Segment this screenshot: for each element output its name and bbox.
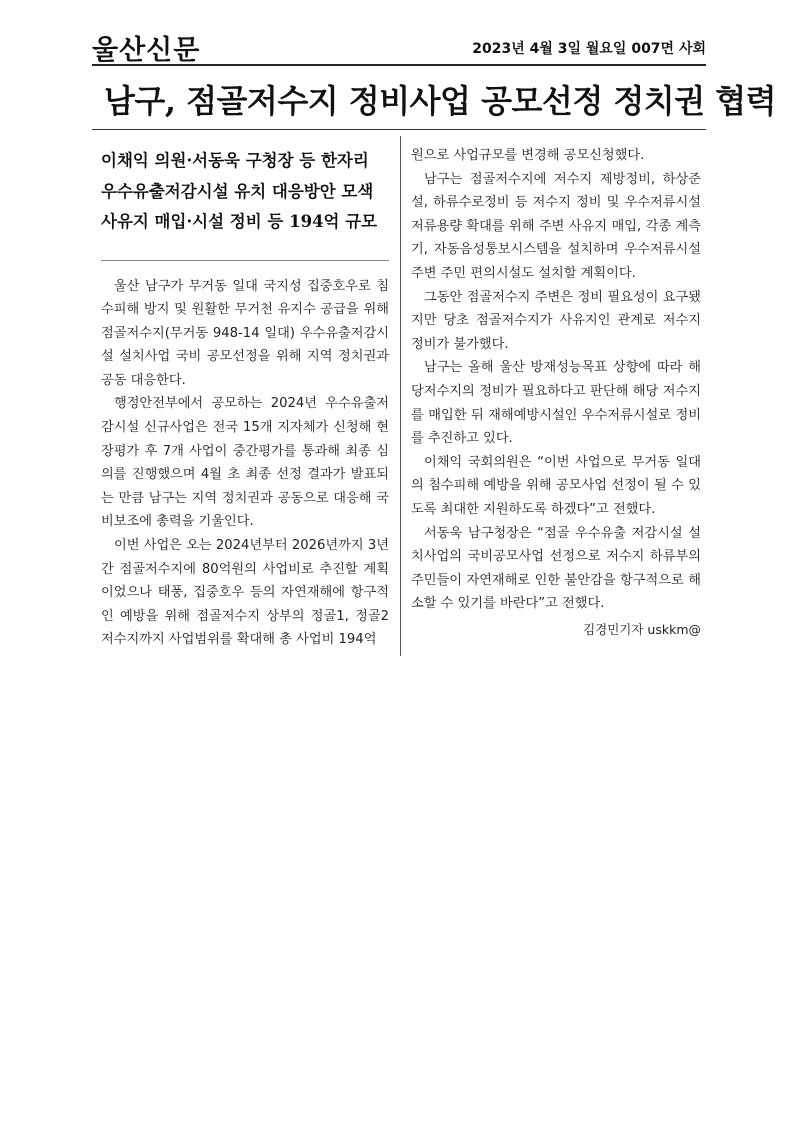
- column-divider: [400, 136, 401, 656]
- newspaper-name: 울산신문: [92, 35, 201, 66]
- body-paragraph: 그동안 점골저수지 주변은 정비 필요성이 요구됐지만 당초 점골저수지가 사유지인 관계로 저수지 정비가 불가했다.: [411, 289, 701, 352]
- headline: 남구, 점골저수지 정비사업 공모선정 정치권 협력: [104, 82, 777, 120]
- body-paragraph: 행정안전부에서 공모하는 2024년 우수유출저감시설 신규사업은 전국 15개 지자체가 신청해 현장평가 후 7개 사업이 중간평가를 통과해 최종 심의를 진행했으며 4월 초 최종 선정 결과가 발표되는 만큼 남구는 지역 정치권과 공동으로 대응해 국비보조에 총력을 기울인다.: [101, 396, 389, 530]
- subhead-1: 이채익 의원·서동욱 구청장 등 한자리: [101, 151, 369, 170]
- subhead-rule: [101, 260, 389, 261]
- dateline: 2023년 4월 3일 월요일 007면 사회: [472, 41, 706, 57]
- headline-rule: [92, 129, 706, 130]
- body-paragraph: 이채익 국회의원은 “이번 사업으로 무거동 일대의 침수피해 예방을 위해 공모사업 선정이 될 수 있도록 최대한 지원하도록 하겠다”고 전했다.: [411, 454, 701, 517]
- body-paragraph: 남구는 올해 울산 방재성능목표 상향에 따라 해당저수지의 정비가 필요하다고 판단해 해당 저수지를 매입한 뒤 재해예방시설인 우수저류시설로 정비를 추진하고 있다.: [411, 360, 701, 447]
- top-rule: [92, 64, 706, 66]
- body-paragraph: 울산 남구가 무거동 일대 국지성 집중호우로 침수피해 방지 및 원활한 무거천 유지수 공급을 위해 점골저수지(무거동 948-14 일대) 우수유출저감시설 설치사업 국비 공모선정을 위해 지역 정치권과 공동 대응한다.: [101, 278, 389, 388]
- left-column: [101, 144, 389, 652]
- body-paragraph: 서동욱 남구청장은 “점골 우수유출 저감시설 설치사업의 국비공모사업 선정으로 저수지 하류부의 주민들이 자연재해로 인한 불안감을 항구적으로 해소할 수 있기를 바란다”고 전했다.: [411, 525, 701, 612]
- subheads: [101, 146, 389, 238]
- subhead-2: 우수유출저감시설 유치 대응방안 모색: [101, 181, 374, 201]
- body-paragraph: 이번 사업은 오는 2024년부터 2026년까지 3년간 점골저수지에 80억원의 사업비로 추진할 계획이었으나 태풍, 집중호우 등의 자연재해에 항구적인 예방을 위해 점골저수지 상부의 정골1, 정골2저수지까지 사업범위를 확대해 총 사업비 194억: [101, 538, 389, 648]
- subhead-3: 사유지 매입·시설 정비 등 194억 규모: [101, 212, 378, 231]
- byline: 김경민기자 uskkm@: [583, 621, 701, 637]
- body-paragraph: 원으로 사업규모를 변경해 공모신청했다.: [411, 148, 645, 163]
- right-column: [411, 144, 701, 641]
- body-paragraph: 남구는 점골저수지에 저수지 제방정비, 하상준설, 하류수로정비 등 저수지 정비 및 우수저류시설 저류용량 확대를 위해 주변 사유지 매입, 각종 계측기, 자동음성통보시스템을 설치하며 우수저류시설 주변 주민 편의시설도 설치할 계획이다.: [411, 171, 701, 281]
